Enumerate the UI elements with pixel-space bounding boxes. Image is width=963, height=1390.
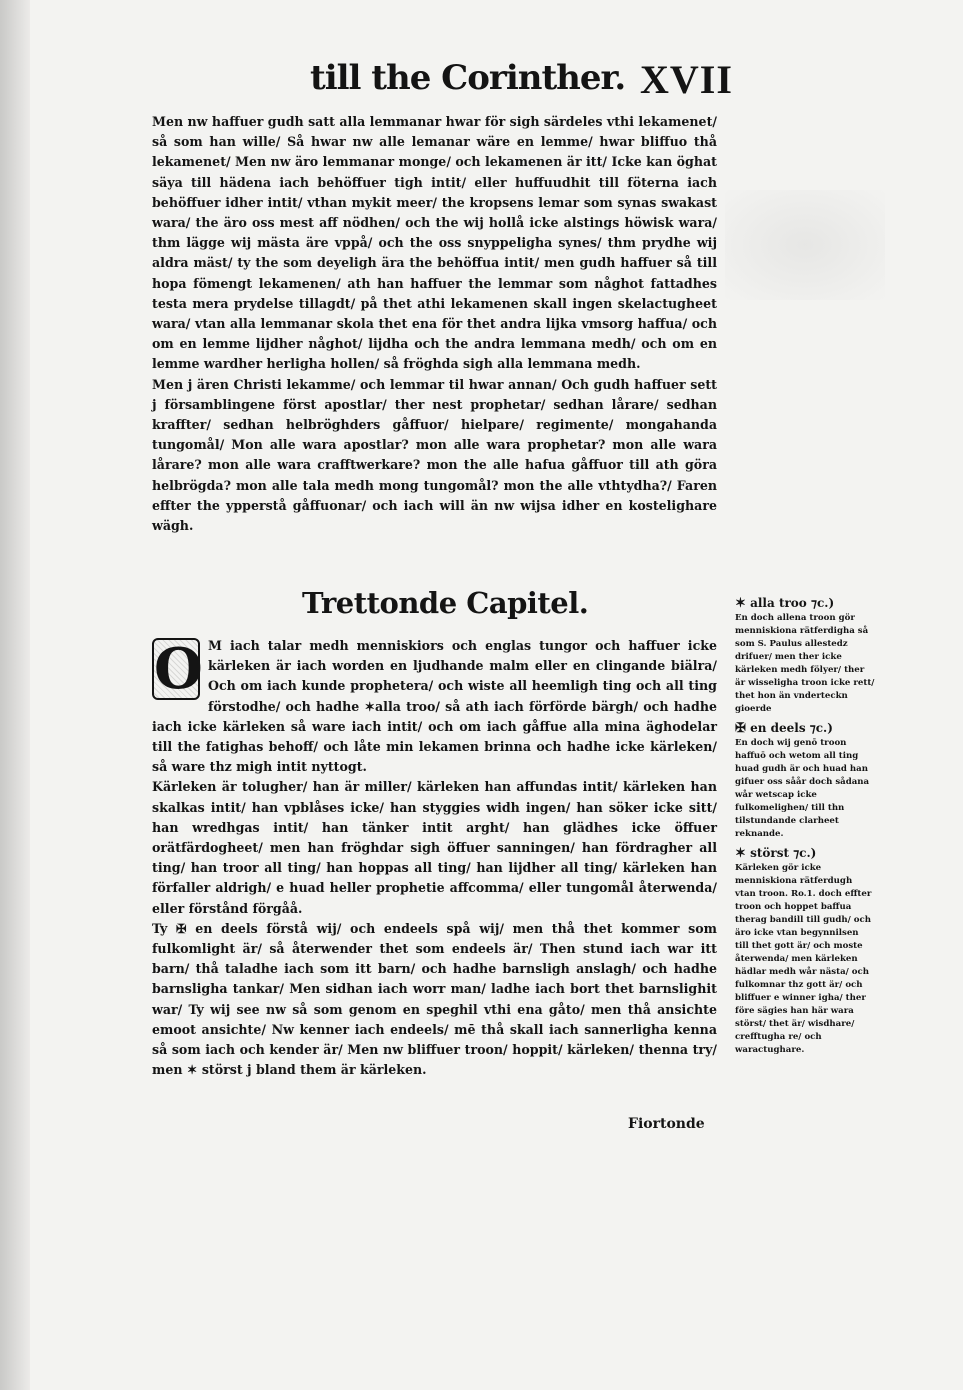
paragraph: M iach talar medh menniskiors och englas tungor och haffuer icke kärleken är iach worden en ljudhande malm eller en clingande biälra/ Och om iach kunde propheterа/ och wiste all heemligh ting och all ting förstodhe/ och hadhe ✶alla troo/ så ath iach förförde bärgh/ och hadhe iach icke kärleken så ware iach intit/ och om iach gåffue alla mina äghodelar till the fatighas behoff/ och låte min lekamen brinna och hadhe icke kärleken/ så ware thz migh intit nyttogt. (152, 638, 717, 775)
margin-note-body: Kärleken gör icke menniskiona rätferdugh vtan troon. Ro.1. doch effter troon och hoppet baffua therag bandill till gudh/ och äro icke vtan begynnilsen till thet gott är/ och moste återwenda/ men kärleken hädlar medh wår nästa/ och fulkomnar thz gott är/ och bliffuer e winner igha/ ther före sägies han här wara störst/ thet är/ wisdhare/ crefftugha re/ och waractughare. (735, 863, 872, 1055)
margin-note (735, 845, 875, 1057)
paragraph: Men nw haffuer gudh satt alla lemmanar hwar för sigh särdeles vthi lekamenet/ så som han wille/ Så hwar nw alle lemanar wäre en lemme/ hwar bliffuo thå lekamenet/ Men nw äro lemmanar monge/ och lekamenen är itt/ Icke kan öghat säya till hädena iach behöffuer tigh intit/ eller huffuudhit till föterna iach behöffuer idher intit/ vthan mykit meer/ the kropsens lemar som synas swakast wara/ the äro oss mest aff nödhen/ och the wij hollå icke alstings höwisk wara/ thm lägge wij mästa äre vppå/ och the oss snyppeligha synes/ thm prydhe wij aldra mäst/ ty the som deyeligh ära the behöffua intit/ men gudh haffuer så till hopa fömengt lekamenen/ ath han haffuer the lemmar som någhot fattadhes testa mera prydelse tillagdt/ på thet athi lekamenen skall ingen skelactugheet wara/ vtan alla lemmanar skola thet ena för thet andra lijka vmsorg haffua/ och om en lemme lijdher någhot/ lijdha och the andra lemmana medh/ och om en lemme wardher herligha hollen/ så fröghda sigh alla lemmana medh. (152, 114, 717, 372)
paragraph: Ty ✠ en deels förstå wij/ och endeels spå wij/ men thå thet kommer som fulkomlight är/ så återwender thet som endeels är/ Then stund iach war itt barn/ thå taladhe iach som itt barn/ och hadhe barnsligh anslagh/ och hadhe barnsligha tankar/ Men sidhan iach worr man/ ladhe iach bort thet barnslighit war/ Ty wij see nw så som genom en speghil vthi ena gåto/ men thå ansichte emoot ansichte/ Nw kenner iach endeels/ mē thå skall iach sannerligha kenna så som iach och kender är/ Men nw bliffuer troon/ hoppit/ kärleken/ thenna try/ men ✶ störst j bland them är kärleken. (152, 920, 717, 1078)
catchword: Fiortonde (628, 1116, 705, 1132)
margin-notes (735, 595, 875, 1061)
cross-mark-icon: ✠ (735, 721, 746, 736)
margin-note-body: En doch allena troon gör menniskiona rätferdigha så som S. Paulus allestedz drifuer/ men ther icke kärleken medh fölyer/ ther är wisselighа troon icke rett/ thet hon än vnderteckn gioerde (735, 613, 875, 714)
folio-number: XVII (640, 57, 733, 102)
margin-note-body: En doch wij genō troon haffuō och wetom all ting huad gudh är och huad han gifuer oss såår doch sådana wår wetscap icke fulkomelighen/ till thn tilstundande clarheet reknande. (735, 738, 870, 839)
show-through-ink (725, 190, 885, 300)
main-text-block (152, 112, 717, 536)
chapter-text-block (152, 636, 717, 1080)
paragraph: Men j ären Christi lekamme/ och lemmar til hwar annan/ Och gudh haffuer sett j församblingene först apostlar/ ther nest prophetar/ sedhan lårare/ sedhan kraffter/ sedhan helbröghders gåffuor/ hielpare/ regimente/ mongahanda tungomål/ Mon alle wara apostlar? mon alle wara prophetar? mon alle wara lårare? mon alle wara crafftwerkare? mon the alle hafua gåffuor till ath göra helbrögda? mon alle tala medh mong tungomål? mon the alle vthtydha?/ Faren effter the ypperstå gåffuonar/ och iach will än nw wijsa idher en kostelighare wägh. (152, 376, 717, 534)
running-head: till the Corinther. (310, 58, 626, 98)
margin-note-head: störst ⁊c.) (750, 846, 817, 860)
margin-note (735, 720, 875, 841)
star-mark-icon: ✶ (735, 596, 746, 611)
margin-note-head: en deels ⁊c.) (750, 721, 833, 735)
page-gutter-shadow (0, 0, 30, 1390)
decorated-initial: O (154, 636, 203, 702)
chapter-heading: Trettonde Capitel. (302, 586, 589, 620)
star-mark-icon: ✶ (735, 846, 746, 861)
paragraph: Kärleken är tolugher/ han är miller/ kärleken han affundas intit/ kärleken han skalkas intit/ han vpblåses icke/ han styggies widh ingen/ han söker icke sitt/ han wredhgas intit/ han tänker intit arght/ han glädhes icke öffuer orätfärdogheet/ men han fröghdar sigh öffuer sanningen/ han fördragher all ting/ han troor all ting/ han hoppas all ting/ han lijdher all ting/ kärleken han förfaller aldrigh/ e huad heller prophetie affcomma/ eller tungomål återwenda/ eller förstånd förgåå. (152, 779, 717, 916)
margin-note (735, 595, 875, 716)
margin-note-head: alla troo ⁊c.) (750, 596, 835, 610)
